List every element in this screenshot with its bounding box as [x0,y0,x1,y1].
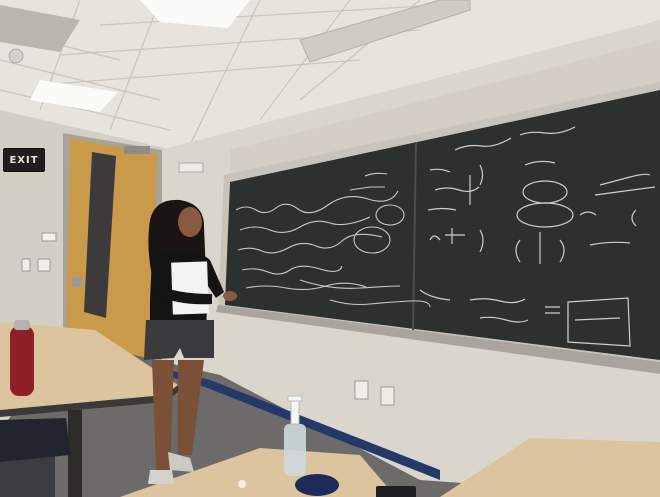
left-desk-leg [68,410,82,497]
water-bottle [10,326,34,396]
small-object [238,480,246,488]
shoe-left [148,470,174,484]
person-face [178,207,202,237]
backpack [0,418,70,462]
person-hand [223,291,237,301]
wall-outlet-1 [355,381,368,399]
water-bottle-cap [14,320,30,330]
wall-switch-1 [22,259,30,271]
exit-sign-text: EXIT [9,154,39,166]
exit-sign [3,148,45,172]
paper-sheet [171,261,209,314]
sanitizer-nozzle [288,396,302,401]
scrunchie [295,474,339,496]
door-handle [72,277,82,287]
projector-mount [179,163,203,172]
wall-switch-2 [38,259,50,271]
sanitizer-pump [291,398,299,424]
door-closer [124,146,150,154]
sanitizer-bottle [284,424,306,476]
thermostat [42,233,56,241]
phone [376,486,416,497]
smoke-detector [9,49,23,63]
wall-outlet-2 [381,387,394,405]
